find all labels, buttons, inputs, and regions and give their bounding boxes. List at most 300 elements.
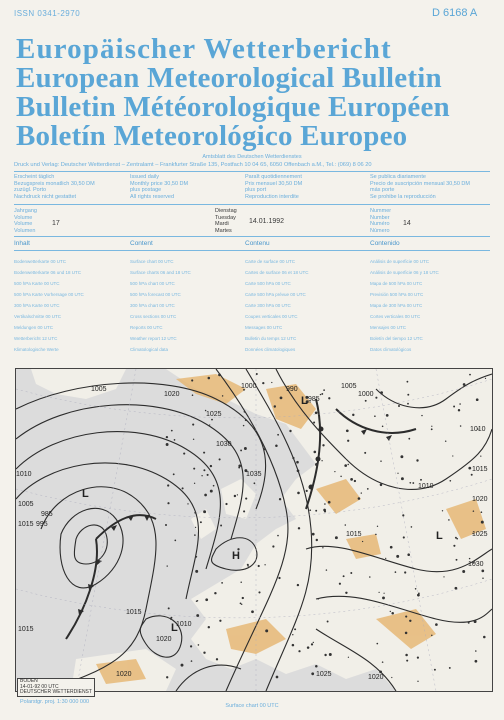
station-mark — [237, 494, 238, 495]
station-mark — [314, 451, 317, 454]
isobar-label: 990 — [286, 386, 298, 393]
station-mark — [243, 510, 245, 512]
station-mark — [485, 378, 486, 379]
station-mark — [181, 664, 184, 667]
station-mark — [417, 594, 420, 597]
station-mark — [481, 570, 484, 573]
station-mark — [481, 511, 483, 513]
station-mark — [456, 538, 458, 540]
list-item: Données climatologiques — [245, 347, 296, 352]
station-mark — [209, 424, 210, 425]
station-mark — [192, 394, 194, 396]
station-mark — [205, 598, 208, 601]
station-mark — [201, 475, 202, 476]
contents-heading-spanish: Contenido — [370, 240, 400, 247]
station-mark — [311, 643, 313, 645]
station-mark — [251, 610, 254, 613]
station-mark — [193, 468, 195, 470]
station-mark — [328, 397, 330, 399]
station-mark — [340, 476, 341, 477]
station-mark — [358, 497, 361, 500]
station-mark — [317, 598, 319, 600]
weather-map-canvas — [16, 369, 492, 691]
station-mark — [187, 503, 188, 504]
surface-weather-map — [15, 368, 493, 692]
station-mark — [245, 419, 247, 421]
station-mark — [165, 524, 167, 526]
isobar-label: 1025 — [316, 671, 332, 678]
rule-mid — [14, 204, 490, 205]
station-mark — [406, 660, 408, 662]
low-pressure-mark: L — [436, 530, 443, 542]
station-mark — [313, 642, 314, 643]
station-mark — [321, 460, 322, 461]
station-mark — [208, 626, 210, 628]
station-mark — [276, 676, 279, 679]
station-mark — [402, 514, 404, 516]
day-labels: Dienstag Tuesday Mardi Martes — [215, 208, 237, 234]
station-mark — [297, 492, 300, 495]
station-mark — [403, 536, 405, 538]
list-item: Surface chart 00 UTC — [130, 259, 174, 264]
station-mark — [326, 569, 327, 570]
isobar-label: 1000 — [241, 383, 257, 390]
station-mark — [258, 565, 260, 567]
station-mark — [417, 681, 418, 682]
rule-top — [14, 171, 490, 172]
station-mark — [315, 665, 318, 668]
title-english: European Meteorological Bulletin — [16, 62, 442, 94]
document-number: D 6168 A — [432, 7, 478, 19]
station-mark — [405, 632, 408, 635]
station-mark — [311, 672, 314, 675]
station-mark — [350, 572, 352, 574]
station-mark — [315, 463, 318, 466]
isobar-label: 985 — [41, 511, 53, 518]
station-mark — [271, 382, 272, 383]
station-mark — [475, 660, 478, 663]
station-mark — [468, 467, 471, 470]
station-mark — [431, 635, 432, 636]
list-item: Climatological data — [130, 347, 169, 352]
station-mark — [324, 654, 326, 656]
station-mark — [455, 587, 458, 590]
station-mark — [445, 440, 446, 441]
station-mark — [434, 669, 436, 671]
station-mark — [166, 436, 168, 438]
station-mark — [409, 482, 411, 484]
list-item: Carte 500 hPa 00 UTC — [245, 281, 291, 286]
isobar-label: 1030 — [468, 561, 484, 568]
list-item: Datos climatológicos — [370, 347, 412, 352]
station-mark — [198, 644, 200, 646]
isobar-label: 1020 — [472, 496, 488, 503]
station-mark — [191, 379, 193, 381]
station-mark — [376, 643, 378, 645]
station-mark — [219, 458, 221, 460]
station-mark — [350, 478, 353, 481]
station-mark — [245, 498, 247, 500]
station-mark — [307, 646, 310, 649]
station-mark — [289, 430, 291, 432]
station-mark — [203, 469, 205, 471]
isobar-label: 1015 — [472, 466, 488, 473]
station-mark — [211, 419, 213, 421]
station-mark — [298, 650, 300, 652]
station-mark — [203, 452, 205, 454]
station-mark — [218, 374, 221, 377]
list-item: Surface charts 06 and 18 UTC — [130, 270, 191, 275]
station-mark — [258, 591, 260, 593]
station-mark — [265, 629, 268, 632]
station-mark — [431, 426, 432, 427]
station-mark — [240, 449, 242, 451]
station-mark — [174, 439, 176, 441]
station-mark — [194, 534, 196, 536]
station-mark — [344, 464, 347, 467]
list-item: Klimatologische Werte — [14, 347, 59, 352]
list-item: Mapa de 500 hPa 00 UTC — [370, 281, 423, 286]
station-mark — [174, 540, 176, 542]
station-mark — [297, 584, 299, 586]
station-mark — [442, 510, 443, 511]
station-mark — [449, 480, 451, 482]
station-mark — [391, 677, 392, 678]
station-mark — [473, 510, 475, 512]
station-mark — [348, 657, 349, 658]
station-mark — [367, 488, 369, 490]
station-mark — [254, 482, 256, 484]
list-item: Bodenwetterkarte 06 und 18 UTC — [14, 270, 82, 275]
isobar-label: 1020 — [368, 674, 384, 681]
station-mark — [240, 582, 241, 583]
station-mark — [221, 582, 223, 584]
station-mark — [339, 583, 341, 585]
list-item: 500 hPa Karte Vorhersage 00 UTC — [14, 292, 84, 297]
station-mark — [409, 620, 411, 622]
station-mark — [401, 477, 404, 480]
list-item: 500 hPa chart 00 UTC — [130, 281, 175, 286]
list-item: Reports 00 UTC — [130, 325, 163, 330]
map-stamp: BODEN 14-01-92 00 UTC DEUTSCHER WETTERDIENST — [17, 678, 95, 697]
station-mark — [298, 527, 300, 529]
station-mark — [405, 654, 408, 657]
station-mark — [195, 556, 197, 558]
list-item: Cross sections 00 UTC — [130, 314, 177, 319]
list-item: 300 hPa chart 00 UTC — [130, 303, 175, 308]
station-mark — [459, 403, 461, 405]
station-mark — [474, 620, 477, 623]
station-mark — [272, 545, 274, 547]
station-mark — [383, 593, 384, 594]
station-mark — [243, 425, 244, 426]
station-mark — [406, 381, 408, 383]
isobar-label: 1020 — [164, 391, 180, 398]
station-mark — [460, 425, 462, 427]
list-item: Messages 00 UTC — [245, 325, 283, 330]
station-mark — [168, 607, 170, 609]
volume-labels: Jahrgang Volume Volume Volumen — [14, 208, 37, 234]
station-mark — [469, 558, 470, 559]
station-mark — [197, 600, 199, 602]
station-mark — [320, 394, 321, 395]
rule-contents — [14, 236, 490, 237]
station-mark — [382, 426, 384, 428]
station-mark — [361, 492, 362, 493]
station-mark — [262, 382, 264, 384]
station-mark — [244, 447, 247, 450]
issn-number: ISSN 0341-2970 — [14, 9, 81, 18]
list-item: Bodenwetterkarte 00 UTC — [14, 259, 67, 264]
map-scale: Polarstgr. proj. 1:30 000 000 — [20, 699, 90, 705]
station-mark — [192, 424, 194, 426]
number-labels: Nummer Number Numéro Número — [370, 208, 392, 234]
station-mark — [345, 524, 347, 526]
station-mark — [182, 487, 184, 489]
list-item: Carte de surface 00 UTC — [245, 259, 296, 264]
list-item: Wetterbericht 12 UTC — [14, 336, 58, 341]
title-german: Europäischer Wetterbericht — [16, 33, 392, 65]
station-mark — [334, 471, 335, 472]
list-item: 500 hPa forecast 00 UTC — [130, 292, 181, 297]
contents-list-english — [130, 256, 191, 355]
station-mark — [365, 400, 367, 402]
station-mark — [374, 415, 376, 417]
station-mark — [313, 421, 315, 423]
station-mark — [397, 473, 398, 474]
station-mark — [170, 619, 171, 620]
station-mark — [203, 652, 205, 654]
station-mark — [380, 460, 382, 462]
station-mark — [420, 479, 422, 481]
station-mark — [378, 592, 379, 593]
isobar-label: 1025 — [472, 531, 488, 538]
station-mark — [458, 409, 460, 411]
station-mark — [391, 612, 394, 615]
station-mark — [194, 483, 195, 484]
station-mark — [343, 575, 345, 577]
station-mark — [278, 577, 280, 579]
station-mark — [219, 620, 221, 622]
station-mark — [324, 510, 326, 512]
station-mark — [398, 405, 400, 407]
station-mark — [431, 428, 433, 430]
station-mark — [480, 455, 481, 456]
station-mark — [274, 405, 276, 407]
station-mark — [404, 571, 406, 573]
station-mark — [195, 527, 196, 528]
title-spanish: Boletín Meteorológico Europeo — [16, 120, 408, 152]
isobar-label: 1015 — [18, 626, 34, 633]
station-mark — [280, 397, 283, 400]
station-mark — [210, 490, 213, 493]
station-mark — [435, 623, 438, 626]
station-mark — [207, 474, 209, 476]
station-mark — [405, 616, 407, 618]
station-mark — [476, 398, 479, 401]
isobar-label: 1015 — [126, 609, 142, 616]
station-mark — [292, 644, 295, 647]
list-item: 300 hPa Karte 00 UTC — [14, 303, 60, 308]
volume-value: 17 — [52, 220, 60, 227]
list-item: Análisis de superficie 00 UTC — [370, 259, 430, 264]
contents-list-german — [14, 256, 84, 355]
station-mark — [321, 393, 323, 395]
low-pressure-mark: L — [301, 395, 308, 407]
station-mark — [395, 571, 397, 573]
list-item: Weather report 12 UTC — [130, 336, 177, 341]
station-mark — [390, 546, 393, 549]
station-mark — [456, 559, 458, 561]
isobar-label: 1000 — [358, 391, 374, 398]
station-mark — [329, 653, 332, 656]
station-mark — [203, 510, 206, 513]
station-mark — [482, 577, 483, 578]
station-mark — [275, 445, 278, 448]
station-mark — [364, 452, 366, 454]
issue-number: 14 — [403, 220, 411, 227]
station-mark — [200, 521, 202, 523]
station-mark — [481, 521, 484, 524]
station-mark — [204, 494, 207, 497]
isobar-label: 1010 — [176, 621, 192, 628]
station-mark — [362, 541, 363, 542]
station-mark — [382, 661, 384, 663]
station-mark — [210, 465, 212, 467]
list-item: Cartes de surface 06 et 18 UTC — [245, 270, 309, 275]
list-item: Coupes verticales 00 UTC — [245, 314, 298, 319]
station-mark — [380, 391, 383, 394]
low-pressure-mark: L — [82, 488, 89, 500]
list-item: Boletín del tiempo 12 UTC — [370, 336, 423, 341]
low-pressure-mark: L — [171, 622, 178, 634]
station-mark — [379, 671, 382, 674]
station-mark — [377, 526, 378, 527]
station-mark — [171, 430, 173, 432]
station-mark — [417, 657, 419, 659]
station-mark — [400, 455, 403, 458]
rule-contents-2 — [14, 250, 490, 251]
isobar-label: 1025 — [206, 411, 222, 418]
isobar-label: 1010 — [16, 471, 32, 478]
issuer-line: Amtsblatt des Deutschen Wetterdienstes — [202, 154, 302, 160]
station-mark — [322, 547, 323, 548]
list-item: Mensajes 00 UTC — [370, 325, 407, 330]
station-mark — [166, 676, 168, 678]
station-mark — [183, 453, 185, 455]
station-mark — [328, 501, 331, 504]
isobar-label: 1010 — [418, 483, 434, 490]
station-mark — [167, 484, 169, 486]
station-mark — [292, 634, 293, 635]
station-mark — [448, 519, 450, 521]
station-mark — [452, 455, 453, 456]
station-mark — [390, 611, 391, 612]
station-mark — [352, 414, 354, 416]
list-item: Meldungen 00 UTC — [14, 325, 54, 330]
station-mark — [297, 469, 300, 472]
station-mark — [277, 434, 279, 436]
contents-list-french — [245, 256, 309, 355]
station-mark — [294, 628, 296, 630]
isobar-label: 1005 — [91, 386, 107, 393]
station-mark — [382, 596, 385, 599]
list-item: Carte 300 hPa 00 UTC — [245, 303, 291, 308]
station-mark — [234, 495, 236, 497]
isobar-label: 1005 — [341, 383, 357, 390]
isobar-label: 1010 — [470, 426, 486, 433]
station-mark — [225, 503, 227, 505]
station-mark — [167, 565, 168, 566]
station-mark — [346, 429, 349, 432]
station-mark — [214, 592, 216, 594]
issue-date: 14.01.1992 — [249, 218, 285, 225]
station-mark — [194, 512, 196, 514]
station-mark — [213, 485, 215, 487]
station-mark — [369, 576, 371, 578]
station-mark — [375, 534, 377, 536]
isobar-label: 985 — [308, 396, 320, 403]
isobar-label: 995 — [36, 521, 48, 528]
station-mark — [247, 565, 248, 566]
station-mark — [469, 374, 471, 376]
station-mark — [396, 555, 399, 558]
station-mark — [407, 553, 410, 556]
station-mark — [191, 660, 193, 662]
station-mark — [277, 535, 279, 537]
subscription-french: Paraît quotidiennement Prix mensuel 30,50 DM plus port Reproduction interdite — [245, 174, 303, 200]
isobar-label: 1020 — [156, 636, 172, 643]
subscription-english: Issued daily Monthly price 30,50 DM plus postage All rights reserved — [130, 174, 189, 200]
station-mark — [170, 617, 172, 619]
list-item: 500 hPa Karte 00 UTC — [14, 281, 60, 286]
station-mark — [468, 622, 470, 624]
station-mark — [483, 636, 486, 639]
station-mark — [475, 650, 477, 652]
list-item: Bulletin du temps 12 UTC — [245, 336, 297, 341]
station-mark — [292, 457, 294, 459]
station-mark — [238, 467, 240, 469]
contents-heading-french: Contenu — [245, 240, 270, 247]
list-item: Carte 500 hPa prévue 00 UTC — [245, 292, 306, 297]
station-mark — [316, 539, 318, 541]
station-mark — [220, 525, 222, 527]
contents-heading-german: Inhalt — [14, 240, 30, 247]
station-mark — [322, 444, 324, 446]
station-mark — [264, 448, 266, 450]
publisher-line: Druck und Verlag: Deutscher Wetterdienst – Zentralamt – Frankfurter Straße 135, Postfach 10 04 65, 6050 Offenbach a.M., Tel.: (069) 8 06 20 — [14, 162, 372, 168]
station-mark — [463, 383, 466, 386]
subscription-german: Erscheint täglich Bezugspreis monatlich 30,50 DM zuzügl. Porto Nachdruck nicht gestattet — [14, 174, 95, 200]
station-mark — [306, 490, 308, 492]
station-mark — [222, 395, 224, 397]
contents-heading-english: Content — [130, 240, 153, 247]
station-mark — [208, 377, 211, 380]
station-mark — [386, 414, 389, 417]
station-mark — [193, 439, 194, 440]
list-item: Vertikalschnitte 00 UTC — [14, 314, 62, 319]
isobar-label: 1020 — [116, 671, 132, 678]
isobar-label: 1015 — [346, 531, 362, 538]
contents-list-spanish — [370, 256, 439, 355]
station-mark — [345, 592, 347, 594]
station-mark — [443, 576, 444, 577]
station-mark — [411, 526, 413, 528]
station-mark — [264, 564, 265, 565]
map-caption: Surface chart 00 UTC — [225, 703, 279, 709]
station-mark — [415, 588, 417, 590]
station-mark — [242, 597, 244, 599]
